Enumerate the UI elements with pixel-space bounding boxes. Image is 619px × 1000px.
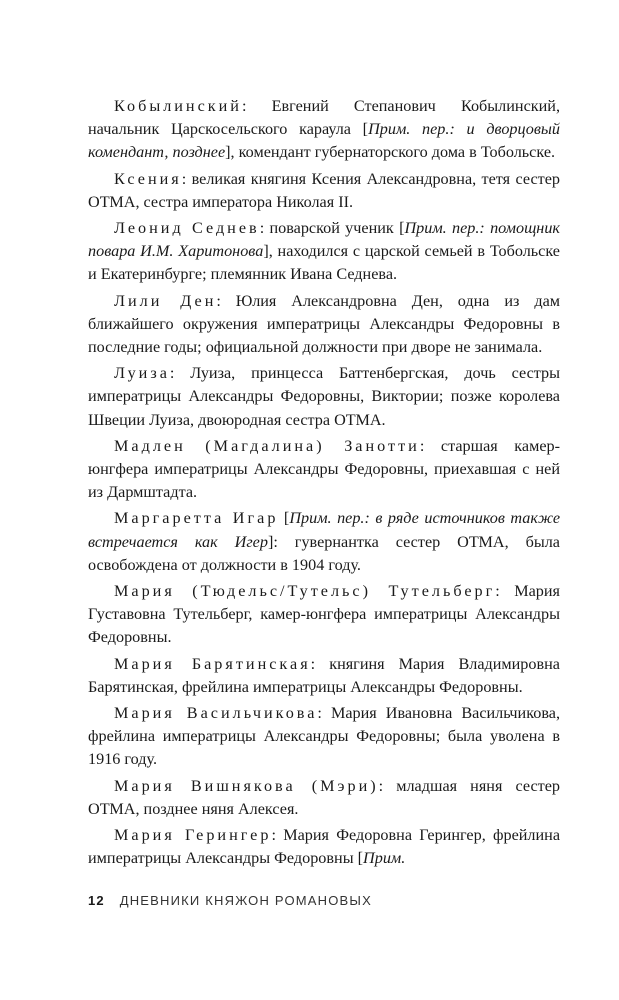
translator-note: Прим. [363, 849, 406, 868]
entry-text: : великая княгиня Ксения Александровна, тетя сестер ОТМА, сестра императора Николая II. [88, 169, 560, 211]
glossary-entry [88, 653, 560, 699]
entry-term: Маргаретта Игар [114, 509, 279, 528]
glossary-entry [88, 95, 560, 165]
glossary-page [88, 95, 560, 874]
entry-text: [ [278, 509, 290, 528]
entry-text: : Мария Федоровна Герингер, фрейлина императрицы Александры Федоровны [ [88, 826, 561, 868]
entry-text: ], находился с царской семьей в Тобольске и Екатеринбурге; племянник Ивана Седнева. [88, 242, 560, 284]
entry-term: Мария (Тюдельс/Тутельс) Тутельберг [114, 582, 496, 601]
entry-text: : княгиня Мария Владимировна Барятинская, фрейлина императрицы Александры Федоровны. [88, 654, 560, 696]
glossary-entry [88, 775, 560, 821]
entry-term: Мария Барятинская [114, 654, 311, 673]
entry-text: : старшая камер-юнгфера императрицы Александры Федоровны, приехавшая с ней из Дармштадта. [88, 436, 560, 502]
glossary-entry [88, 580, 560, 650]
entry-text: ], комендант губернаторского дома в Тобольске. [225, 143, 556, 162]
translator-note: Прим. пер.: и дворцовый комендант, позднее [88, 120, 560, 162]
running-title: ДНЕВНИКИ КНЯЖОН РОМАНОВЫХ [119, 893, 373, 908]
entry-term: Луиза [114, 364, 170, 383]
entry-text: : Евгений Степанович Кобылинский, начальник Царскосельского караула [ [88, 97, 560, 139]
entry-text: : Юлия Александровна Ден, одна из дам ближайшего окружения императрицы Александры Федоровны в последние годы; официальной должности при дворе не занимала. [88, 291, 560, 357]
page-footer [88, 893, 560, 908]
glossary-entry [88, 507, 560, 577]
glossary-entry [88, 362, 560, 432]
entry-text: : поварской ученик [ [259, 219, 405, 238]
page-number: 12 [88, 893, 105, 908]
entry-term: Кобылинский [114, 97, 242, 115]
translator-note: Прим. пер.: помощник повара И.М. Харитонова [88, 219, 560, 261]
glossary-entry [88, 824, 560, 870]
glossary-entry [88, 290, 560, 360]
translator-note: Прим. пер.: в ряде источников также встречается как Игер [88, 509, 561, 551]
entry-term: Мария Герингер [114, 826, 272, 845]
entry-text: : Мария Густавовна Тутельберг, камер-юнгфера императрицы Александры Федоровны. [88, 582, 561, 647]
entry-term: Лили Ден [114, 291, 217, 310]
entry-text: ]: гувернантка сестер ОТМА, была освобождена от должности в 1904 году. [88, 532, 560, 574]
entry-term: Ксения [114, 169, 182, 188]
glossary-entry [88, 435, 560, 505]
entry-text: : Луиза, принцесса Баттенбергская, дочь сестры императрицы Александры Федоровны, Виктории; позже королева Швеции Луиза, двоюродная сестра ОТМА. [88, 364, 560, 429]
glossary-entry [88, 217, 560, 287]
entry-term: Леонид Седнев [114, 219, 260, 238]
glossary-entry [88, 168, 560, 214]
entry-term: Мадлен (Магдалина) Занотти [114, 436, 420, 455]
entry-text: : младшая няня сестер ОТМА, позднее няня Алексея. [88, 776, 560, 818]
entry-term: Мария Вишнякова (Мэри) [114, 776, 379, 795]
entry-text: : Мария Ивановна Васильчикова, фрейлина императрицы Александры Федоровны; была уволена в 1916 году. [88, 704, 560, 769]
entry-term: Мария Васильчикова [114, 704, 318, 723]
glossary-entry [88, 702, 560, 772]
